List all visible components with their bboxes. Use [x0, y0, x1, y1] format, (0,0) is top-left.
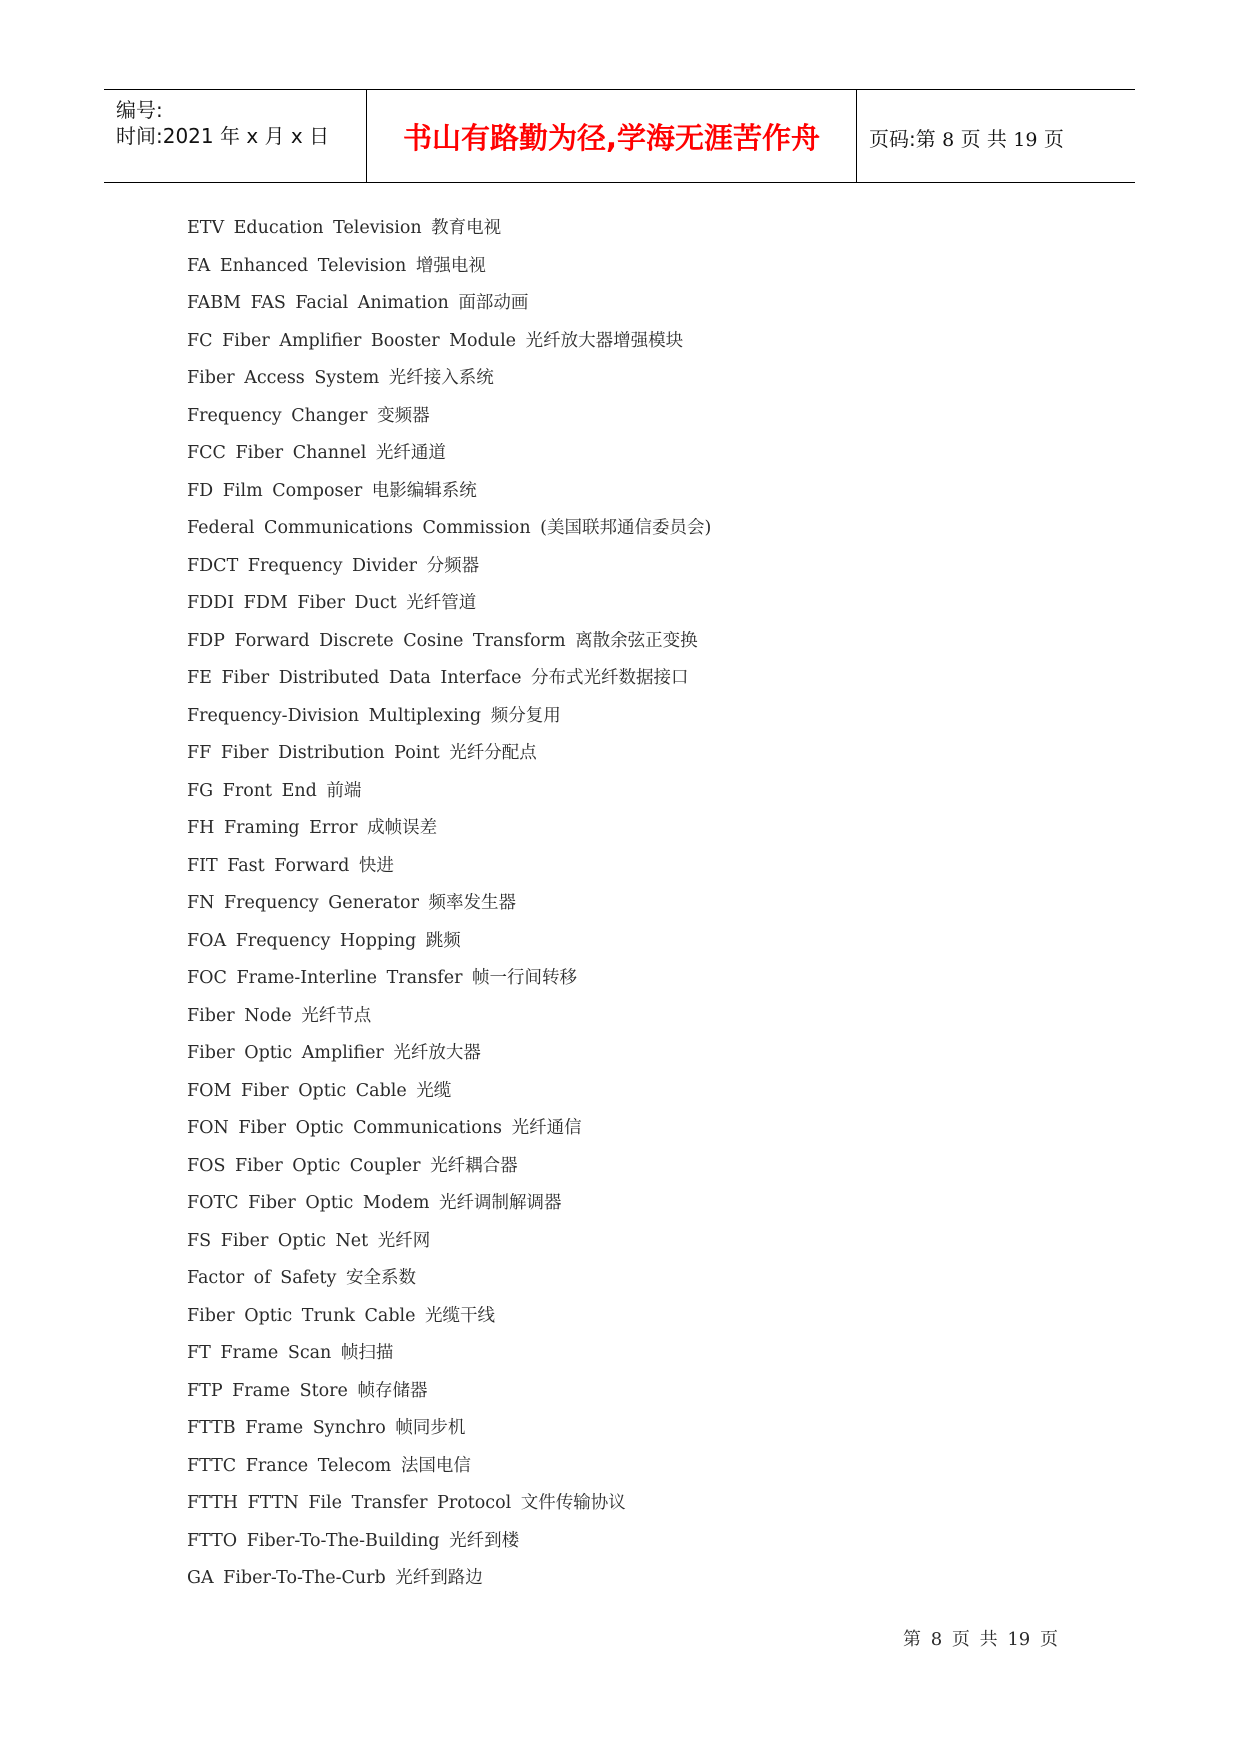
header-motto: 书山有路勤为径,学海无涯苦作舟 [402, 121, 821, 155]
glossary-entry: FABM FAS Facial Animation 面部动画 [187, 293, 529, 313]
glossary-entry: Federal Communications Commission (美国联邦通信委员会) [187, 518, 712, 538]
glossary-entry: FOC Frame-Interline Transfer 帧一行间转移 [187, 968, 578, 988]
glossary-entry: FD Film Composer 电影编辑系统 [187, 480, 477, 501]
glossary-entry: Fiber Optic Amplifier 光纤放大器 [187, 1043, 481, 1063]
glossary-entry: FTTB Frame Synchro 帧同步机 [187, 1418, 466, 1438]
glossary-entry: FTTH FTTN File Transfer Protocol 文件传输协议 [187, 1493, 626, 1513]
glossary-entry: FOTC Fiber Optic Modem 光纤调制解调器 [187, 1193, 562, 1213]
glossary-entry: FG Front End 前端 [187, 780, 362, 801]
header-page-number [869, 123, 1064, 152]
glossary-entry: Fiber Node 光纤节点 [187, 1005, 372, 1026]
glossary-entry: ETV Education Television 教育电视 [187, 218, 502, 238]
glossary-entry: FA Enhanced Television 增强电视 [187, 255, 486, 276]
glossary-entry: FTP Frame Store 帧存储器 [187, 1380, 428, 1401]
header-page-cell [857, 90, 1135, 182]
document-number-label: 编号: [116, 98, 163, 122]
glossary-entry: FCC Fiber Channel 光纤通道 [187, 443, 446, 463]
glossary-entry: FDDI FDM Fiber Duct 光纤管道 [187, 593, 477, 613]
glossary-entry: FON Fiber Optic Communications 光纤通信 [187, 1118, 582, 1138]
glossary-entry: FOS Fiber Optic Coupler 光纤耦合器 [187, 1155, 518, 1176]
page-label-prefix: 页码:第 [869, 127, 936, 151]
glossary-entry: FN Frequency Generator 频率发生器 [187, 893, 516, 913]
header-meta-cell [104, 90, 367, 182]
glossary-entry: FDP Forward Discrete Cosine Transform 离散余弦正变换 [187, 630, 698, 651]
glossary-entry: GA Fiber-To-The-Curb 光纤到路边 [187, 1568, 483, 1588]
glossary-entry: FOM Fiber Optic Cable 光缆 [187, 1080, 452, 1101]
header-motto-cell [367, 90, 857, 182]
glossary-entry: FC Fiber Amplifier Booster Module 光纤放大器增强模块 [187, 330, 684, 351]
glossary-entry: Factor of Safety 安全系数 [187, 1268, 416, 1288]
glossary-entry: Fiber Optic Trunk Cable 光缆干线 [187, 1305, 496, 1326]
document-time-label: 时间:2021 年 x 月 x 日 [116, 124, 330, 148]
glossary-entry: FT Frame Scan 帧扫描 [187, 1343, 394, 1363]
glossary-entry: FTTC France Telecom 法国电信 [187, 1455, 471, 1476]
glossary-entry: FOA Frequency Hopping 跳频 [187, 930, 461, 951]
glossary-entry: FF Fiber Distribution Point 光纤分配点 [187, 743, 537, 763]
glossary-entry: Fiber Access System 光纤接入系统 [187, 368, 494, 388]
page-footer: 第 8 页 共 19 页 [903, 1629, 1058, 1650]
glossary-list [187, 213, 1087, 1601]
page-current: 8 [942, 129, 955, 151]
page-label-mid: 页 共 [960, 127, 1007, 151]
glossary-entry: FH Framing Error 成帧误差 [187, 818, 438, 838]
glossary-entry: Frequency Changer 变频器 [187, 405, 430, 426]
page-header [104, 89, 1135, 183]
page-total: 19 [1013, 129, 1038, 151]
glossary-entry: FDCT Frequency Divider 分频器 [187, 555, 480, 576]
glossary-entry: FS Fiber Optic Net 光纤网 [187, 1230, 431, 1251]
glossary-entry: FE Fiber Distributed Data Interface 分布式光纤数据接口 [187, 668, 689, 688]
page-label-suffix: 页 [1043, 127, 1064, 151]
glossary-entry: Frequency-Division Multiplexing 频分复用 [187, 705, 561, 726]
glossary-entry: FIT Fast Forward 快进 [187, 855, 394, 876]
glossary-entry: FTTO Fiber-To-The-Building 光纤到楼 [187, 1530, 520, 1551]
